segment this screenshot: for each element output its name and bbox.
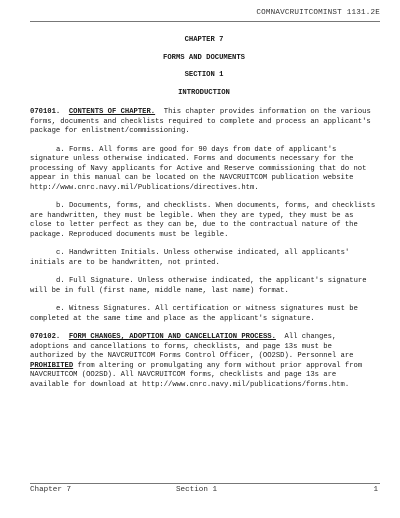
- prohibited-emphasis: PROHIBITED: [30, 361, 74, 370]
- item-b-documents: b. Documents, forms, and checklists. When documents, forms, and checklists are handwritten, they must be legible. When they are typed, they must be as close to letter perfect as they can be, due to the contractual nature of the package. Reproduced documents must be legible.: [30, 202, 376, 239]
- chapter-heading: CHAPTER 7: [184, 36, 224, 44]
- footer-chapter: Chapter 7: [30, 486, 72, 494]
- section-number: 070101.: [30, 108, 61, 116]
- section-heading: SECTION 1: [184, 71, 224, 79]
- item-a-forms: a. Forms. All forms are good for 90 days from date of applicant's signature unless otherwise indicated. Forms and documents necessary for the processing of Navy applicants for Active and Reserve commissioning that do not appear in this manual can be located on the NAVCRUITCOM publication website http://www.cnrc.navy.mil/Publications/directives.htm.: [30, 145, 367, 192]
- chapter-title: FORMS AND DOCUMENTS: [163, 53, 245, 62]
- item-e-witness-signatures: e. Witness Signatures. All certification or witness signatures must be completed at the same time and place as the applicant's signature.: [30, 305, 358, 323]
- header-rule: [30, 21, 380, 22]
- paragraph-070102: [30, 333, 378, 390]
- section-number: 070102.: [30, 333, 61, 341]
- section-subtitle: INTRODUCTION: [178, 88, 230, 97]
- footer-rule: [30, 483, 380, 484]
- section-body-part-1: All changes, adoptions and cancellations to forms, checklists, and page 13s must be authorized by the NAVCRUITCOM Forms Control Officer, (OO2SD). Personnel are: [30, 333, 354, 360]
- section-body-part-2: from altering or promulgating any form without prior approval from NAVCRUITCOM (OO2SD). All NAVCRUITCOM forms, checklists and page 13s are available for download at http://www.cnrc.navy.mil/publications/forms.htm.: [30, 361, 363, 389]
- item-c-handwritten-initials: c. Handwritten Initials. Unless otherwise indicated, all applicants' initials are to be handwritten, not printed.: [30, 249, 350, 267]
- document-id: COMNAVCRUITCOMINST 1131.2E: [256, 9, 380, 17]
- section-body: This chapter provides information on the various forms, documents and checklists required to complete and process an applicant's package for enlistment/commissioning.: [30, 108, 371, 135]
- item-d-full-signature: d. Full Signature. Unless otherwise indicated, the applicant's signature will be in full (first name, middle name, last name) format.: [30, 277, 367, 295]
- paragraph-070101: [30, 108, 378, 137]
- footer-section: Section 1: [176, 486, 218, 494]
- page-number: 1: [373, 486, 378, 494]
- section-title: CONTENTS OF CHAPTER.: [68, 108, 156, 116]
- document-body: [30, 36, 378, 399]
- section-title: FORM CHANGES, ADOPTION AND CANCELLATION PROCESS.: [68, 333, 276, 341]
